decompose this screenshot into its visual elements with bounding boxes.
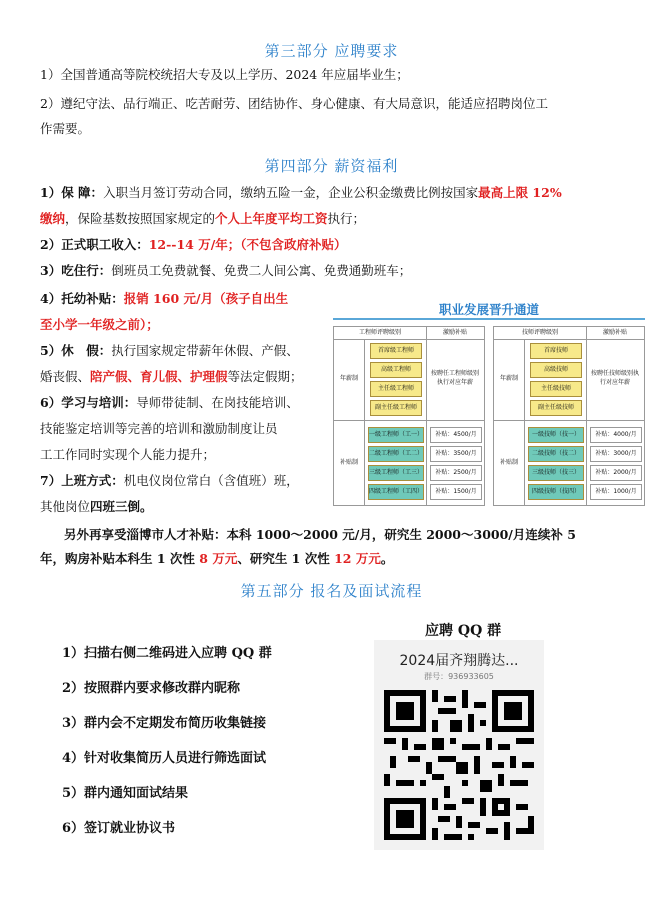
qq-group-heading: 应聘 QQ 群 bbox=[425, 623, 502, 639]
engineer-subsidy: 补贴：3500/月 bbox=[430, 446, 482, 462]
technician-level: 高级技师 bbox=[530, 362, 582, 378]
benefit-childcare bbox=[40, 290, 288, 308]
benefit-income-value: 12--14 万/年；（不包含政府补贴） bbox=[148, 237, 347, 252]
benefit-leave-a: 婚丧假、 bbox=[40, 369, 91, 384]
benefit-leave-red: 陪产假、育儿假、护理假 bbox=[90, 369, 228, 384]
engineer-subsidy: 补贴：2500/月 bbox=[430, 465, 482, 481]
engineer-level: 高级工程师 bbox=[370, 362, 422, 378]
divider bbox=[364, 339, 365, 505]
benefit-income-label: 2）正式职工收入： bbox=[40, 237, 149, 252]
section-5-title: 第五部分 报名及面试流程 bbox=[240, 582, 423, 600]
benefit-childcare-value: 报销 160 元/月（孩子自出生 bbox=[123, 291, 289, 306]
benefit-leave-b: 等法定假期； bbox=[227, 369, 303, 384]
technician-grade: 三级技师（技三） bbox=[528, 465, 584, 481]
requirement-1: 1）全国普通高等院校统招大专及以上学历、2024 年应届毕业生； bbox=[40, 67, 409, 82]
benefit-childcare-label: 4）托幼补贴： bbox=[40, 291, 124, 306]
requirement-2: 2）遵纪守法、品行端正、吃苦耐劳、团结协作、身心健康、有大局意识，能适应招聘岗位工 bbox=[40, 96, 548, 111]
divider bbox=[426, 327, 427, 505]
career-path-title: 职业发展晋升通道 bbox=[438, 302, 539, 317]
housing-subsidy-undergrad: 8 万元 bbox=[199, 551, 238, 566]
divider bbox=[524, 339, 525, 505]
engineer-seg-subsidy: 补贴制 bbox=[339, 459, 358, 466]
talent-subsidy: 另外再享受淄博市人才补贴：本科 1000～2000 元/月，研究生 2000～3000/月连续补 5 bbox=[64, 527, 576, 542]
career-path-figure bbox=[333, 296, 645, 510]
engineer-subsidy: 补贴：4500/月 bbox=[430, 427, 482, 443]
technician-subsidy: 补贴：2000/月 bbox=[590, 465, 642, 481]
engineer-seg-salary: 年薪制 bbox=[339, 375, 358, 382]
benefit-shift-label: 7）上班方式： bbox=[40, 473, 124, 488]
benefit-leave-label: 5）休 假： bbox=[40, 343, 112, 358]
process-step: 1）扫描右侧二维码进入应聘 QQ 群 bbox=[62, 646, 272, 661]
engineer-level: 首席级工程师 bbox=[370, 343, 422, 359]
benefit-childcare-red: 至小学一年级之前）； bbox=[40, 317, 159, 332]
process-step: 2）按照群内要求修改群内昵称 bbox=[62, 681, 241, 696]
benefit-living-label: 3）吃住行： bbox=[40, 263, 112, 278]
qq-group-number: 群号：936933605 bbox=[424, 672, 494, 681]
engineer-grade: 一级工程师（工一） bbox=[368, 427, 424, 443]
benefit-security-text: 入职当月签订劳动合同，缴纳五险一金，企业公积金缴费比例按国家 bbox=[103, 185, 479, 200]
benefit-living bbox=[40, 262, 411, 280]
benefit-security-red: 缴纳 bbox=[40, 211, 66, 226]
engineer-level: 主任级工程师 bbox=[370, 381, 422, 397]
benefit-shift-cont bbox=[40, 498, 153, 516]
engineer-grade: 三级工程师（工三） bbox=[368, 465, 424, 481]
engineer-col-subsidy: 激励补贴 bbox=[426, 327, 484, 340]
benefit-leave bbox=[40, 342, 299, 360]
technician-panel bbox=[493, 326, 645, 506]
technician-level: 副主任级技师 bbox=[530, 400, 582, 416]
benefit-training-label: 6）学习与培训： bbox=[40, 395, 137, 410]
divider bbox=[334, 420, 484, 421]
benefit-security-label: 1）保 障： bbox=[40, 185, 104, 200]
qr-code-icon[interactable] bbox=[384, 690, 534, 840]
benefit-training-cont2: 工工作同时实现个人能力提升； bbox=[40, 447, 216, 462]
technician-col-subsidy: 激励补贴 bbox=[586, 327, 644, 340]
benefit-shift-b: 四班三倒。 bbox=[90, 499, 153, 514]
title-rule bbox=[333, 318, 645, 320]
housing-subsidy-a: 年，购房补贴本科生 1 次性 bbox=[40, 551, 200, 566]
benefit-shift bbox=[40, 472, 299, 490]
benefit-training-cont: 技能鉴定培训等完善的培训和激励制度让员 bbox=[40, 421, 278, 436]
technician-grade: 四级技师（技四） bbox=[528, 484, 584, 500]
housing-subsidy-grad: 12 万元 bbox=[334, 551, 381, 566]
process-step: 4）针对收集简历人员进行筛选面试 bbox=[62, 751, 267, 766]
benefit-shift-a: 其他岗位 bbox=[40, 499, 91, 514]
technician-col-level: 技师评聘级别 bbox=[494, 327, 586, 340]
technician-salary-note: 按聘任技师级别执行对应年薪 bbox=[590, 370, 639, 386]
technician-subsidy: 补贴：3000/月 bbox=[590, 446, 642, 462]
process-step: 6）签订就业协议书 bbox=[62, 821, 176, 836]
engineer-col-level: 工程师评聘级别 bbox=[334, 327, 426, 340]
housing-subsidy bbox=[40, 550, 393, 568]
benefit-security-highlight: 最高上限 12% bbox=[478, 185, 562, 200]
engineer-panel bbox=[333, 326, 485, 506]
benefit-security-end: 执行； bbox=[327, 211, 366, 226]
qq-group-name: 2024届齐翔腾达... bbox=[399, 653, 519, 669]
divider bbox=[494, 420, 644, 421]
benefit-security-red2: 个人上年度平均工资 bbox=[215, 211, 328, 226]
benefit-security bbox=[40, 184, 562, 202]
technician-seg-subsidy: 补贴制 bbox=[499, 459, 518, 466]
benefit-security-cont bbox=[40, 210, 365, 228]
benefit-security-text2: ，保险基数按照国家规定的 bbox=[65, 211, 216, 226]
technician-grade: 一级技师（技一） bbox=[528, 427, 584, 443]
engineer-salary-note: 按聘任工程师级别执行对应年薪 bbox=[430, 370, 479, 386]
housing-subsidy-c: 。 bbox=[380, 551, 394, 566]
requirement-2-cont: 作需要。 bbox=[40, 121, 91, 136]
process-step: 3）群内会不定期发布简历收集链接 bbox=[62, 716, 267, 731]
benefit-leave-cont bbox=[40, 368, 303, 386]
technician-subsidy: 补贴：4000/月 bbox=[590, 427, 642, 443]
engineer-level: 副主任级工程师 bbox=[370, 400, 422, 416]
technician-subsidy: 补贴：1000/月 bbox=[590, 484, 642, 500]
benefit-childcare-cont bbox=[40, 316, 159, 334]
benefit-training-text: 导师带徒制、在岗技能培训、 bbox=[136, 395, 299, 410]
section-3-title: 第三部分 应聘要求 bbox=[264, 42, 399, 60]
benefit-income bbox=[40, 236, 347, 254]
process-step: 5）群内通知面试结果 bbox=[62, 786, 189, 801]
technician-level: 首席技师 bbox=[530, 343, 582, 359]
engineer-subsidy: 补贴：1500/月 bbox=[430, 484, 482, 500]
housing-subsidy-b: 、研究生 1 次性 bbox=[237, 551, 335, 566]
benefit-shift-text: 机电仪岗位常白（含值班）班， bbox=[123, 473, 299, 488]
benefit-leave-text: 执行国家规定带薪年休假、产假、 bbox=[111, 343, 299, 358]
engineer-grade: 四级工程师（工四） bbox=[368, 484, 424, 500]
benefit-training bbox=[40, 394, 299, 412]
benefit-living-text: 倒班员工免费就餐、免费二人间公寓、免费通勤班车； bbox=[111, 263, 412, 278]
technician-seg-salary: 年薪制 bbox=[499, 375, 518, 382]
section-4-title: 第四部分 薪资福利 bbox=[264, 157, 399, 175]
technician-grade: 二级技师（技二） bbox=[528, 446, 584, 462]
qq-group-card[interactable] bbox=[374, 640, 544, 850]
technician-level: 主任级技师 bbox=[530, 381, 582, 397]
engineer-grade: 二级工程师（工二） bbox=[368, 446, 424, 462]
divider bbox=[586, 327, 587, 505]
